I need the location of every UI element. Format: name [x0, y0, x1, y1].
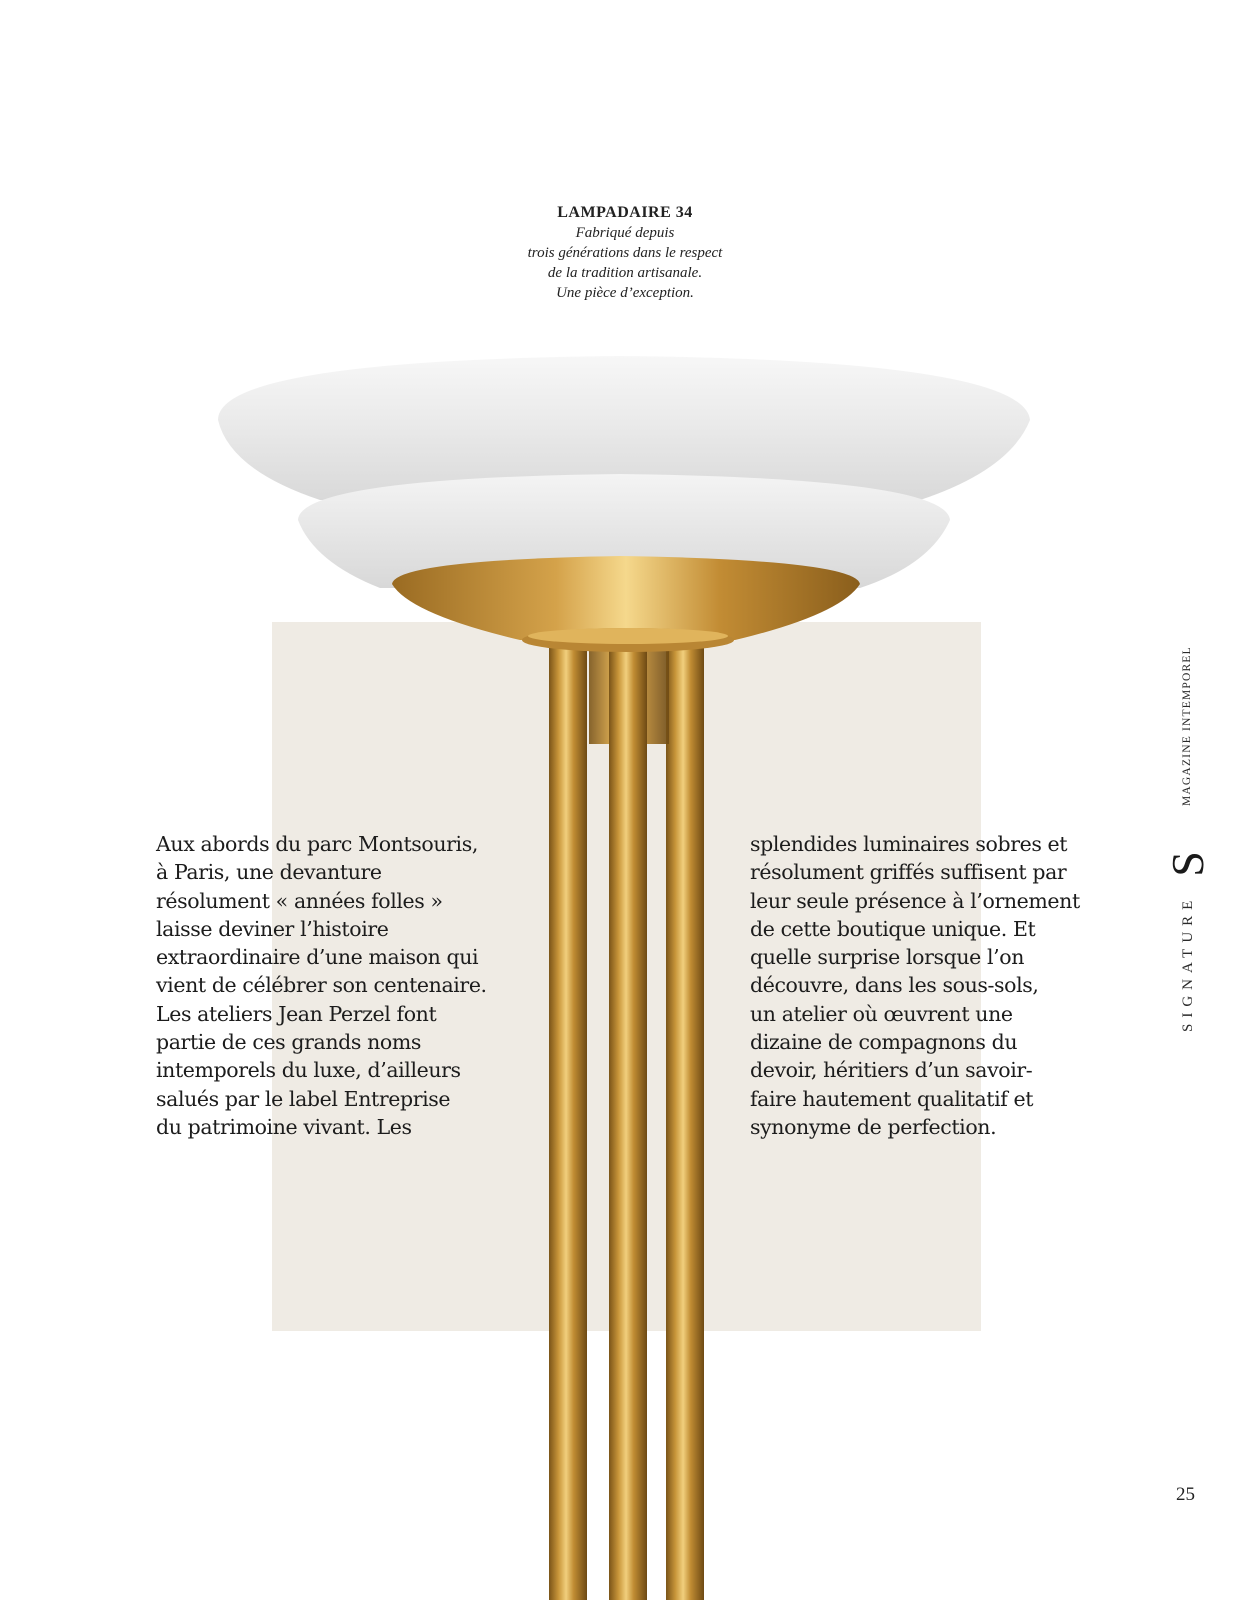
signature-logo: S [1162, 851, 1213, 877]
article-line: résolument griffés suffisent par [750, 860, 1067, 885]
article-line: devoir, héritiers d’un savoir- [750, 1058, 1033, 1083]
article-line: du patrimoine vivant. Les [156, 1114, 412, 1139]
caption-title: LAMPADAIRE 34 [557, 204, 693, 221]
article-line: extraordinaire d’une maison qui [156, 945, 479, 970]
caption-line: Fabriqué depuis [575, 225, 675, 241]
article-line: synonyme de perfection. [750, 1114, 997, 1139]
magazine-label: MAGAZINE INTEMPOREL [1181, 646, 1193, 806]
article-line: leur seule présence à l’ornement [750, 888, 1080, 913]
article-line: salués par le label Entreprise [156, 1086, 451, 1111]
article-line: splendides luminaires sobres et [750, 832, 1068, 856]
article-line: vient de célébrer son centenaire. [156, 973, 487, 998]
article-column-right [750, 830, 1080, 1141]
article-line: un atelier où œuvrent une [750, 1001, 1013, 1026]
caption-line: de la tradition artisanale. [547, 265, 703, 281]
page-number: 25 [1176, 1484, 1195, 1505]
brand-label: SIGNATURE [1180, 894, 1196, 1032]
article-line: découvre, dans les sous-sols, [750, 973, 1039, 998]
article-column-left [156, 830, 487, 1141]
caption-line: Une pièce d’exception. [556, 285, 694, 301]
article-line: dizaine de compagnons du [750, 1030, 1018, 1055]
caption-line: trois générations dans le respect [527, 245, 723, 261]
article-line: intemporels du luxe, d’ailleurs [156, 1058, 461, 1083]
article-line: à Paris, une devanture [156, 860, 382, 885]
article-line: laisse deviner l’histoire [156, 916, 389, 941]
article-line: faire hautement qualitatif et [750, 1086, 1034, 1111]
article-line: partie de ces grands noms [156, 1030, 422, 1055]
lamp-rods [549, 640, 704, 1600]
article-line: de cette boutique unique. Et [750, 916, 1036, 941]
product-caption [470, 203, 780, 303]
article-line: quelle surprise lorsque l’on [750, 945, 1024, 970]
article-line: résolument « années folles » [156, 888, 443, 913]
lamp-brass-cone [392, 556, 860, 640]
article-line: Aux abords du parc Montsouris, [156, 832, 478, 856]
article-line: Les ateliers Jean Perzel font [156, 1001, 437, 1026]
